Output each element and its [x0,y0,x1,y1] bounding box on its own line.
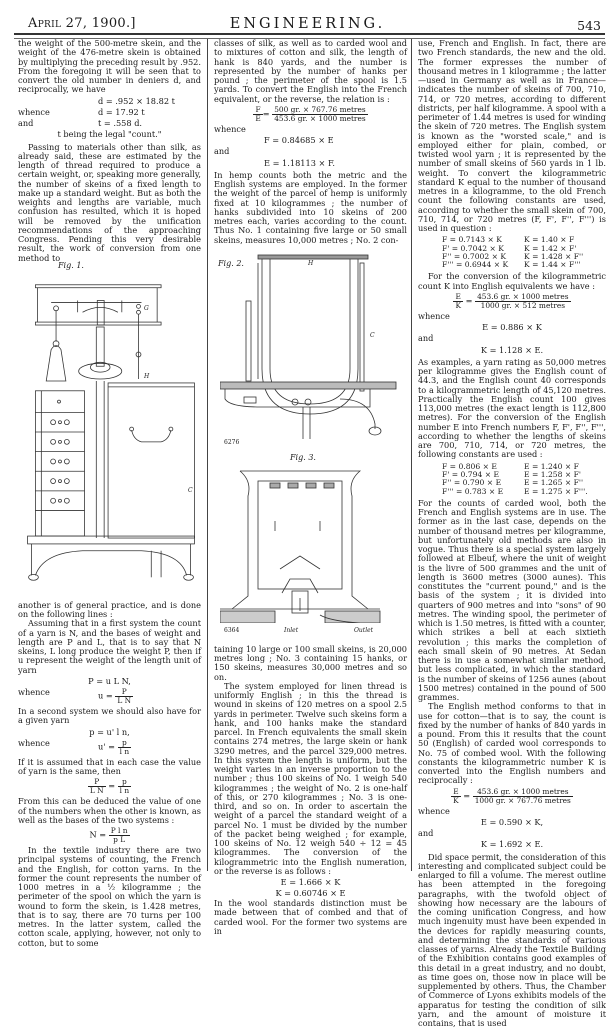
fraction [115,688,133,705]
equation-label: and [18,118,34,128]
equation-label: whence [214,123,246,134]
fraction [253,106,262,123]
figure-caption: Fig. 3. [290,452,316,462]
numerator: 453.6 gr. × 1000 metres [473,788,573,797]
equation: t = .558 d. [98,118,143,128]
numerator: F [253,106,262,115]
equation-label: and [214,146,230,157]
denominator: l n [119,746,130,756]
constants-table-k [442,236,606,269]
fraction [88,778,106,795]
paragraph: If it is assumed that in each case the value of yarn is the same, then [18,756,201,776]
figure-marker: C [188,486,193,494]
paragraph: Did space permit, the consideration of this interesting and complicated subject could be enlarged to fill a volume. The merest outline has been attempted in the foregoing paragraphs, with the twofold object of showing how necessary are the labours of the coming unification Congress, and how much ingenuity must have been expended in the devices for rapidly measuring counts, and determining the standards of various classes of yarns. Already the Textile Building of the Exhibition contains good examples of this detail in a great industry, and no doubt, as time goes on, those now in place will be supplemented by others. Thus, the Chamber of Commerce of Lyons exhibits models of the apparatus for testing the condition of silk yarn, and the amount of moisture it contains, that is used [418,851,606,1028]
equation: P = u L N, [88,675,131,686]
paragraph: As examples, a yarn rating as 50,000 metres per kilogramme gives the English count of 44.3, and the English count 40 corresponds to a kilogrammetric length of 45,120 metres. Practically the English count 100 gives 113,000 metres (the exact length is 112,800 metres). For the conversion of the English number E into French numbers F, F', F'', F''', according to whether the lengths of skeins are 700, 710, 714, or 720 metres, the following constants are used : [418,356,606,460]
column-3 [418,39,606,1028]
denominator: 1000 gr. × 767.76 metres [474,795,571,805]
paragraph: In the wool standards distinction must be made between that of combed and that of carded wool. For the former two systems are in [214,898,407,936]
numerator: E [453,293,463,302]
paragraph: Assuming that in a first system the count of a yarn is N, and the bases of weight and length are P and L, that is to say that N skeins, L long produce the weight P, then if u represent the weight of the length unit of yarn [18,618,201,675]
figure-caption: Fig. 2. [218,258,244,268]
numerator: 500 gr. × 767.76 metres [274,104,366,114]
table-cell: F''' = 0.783 × E [442,486,504,496]
figure-marker: C [370,331,375,339]
table-cell: F''' = 0.6944 × K [442,260,509,270]
paragraph: The system employed for linen thread is uniformly English ; in this the thread is wound in skeins of 120 metres on a spool 2.5 yards in perimeter. Twelve such skeins form a hank, and 100 hanks make the standard parcel. In French equivalents the small skein contains 274 metres, the large skein or hank 3290 metres, and the parcel 329,000 metres. In this system the length is uniform, but the weight varies in an inverse proportion to the number ; thus 100 skeins of No. 1 weigh 540 kilogrammes ; the weight of No. 2 is one-half of this, or 270 kilogrammes ; No. 3 is one-third, and so on. In order to ascertain the weight of a parcel the standard weight of a parcel No. 1 must be divided by the number of the packet being weighed ; for example, 100 skeins of No. 12 weigh 540 ÷ 12 = 45 kilogrammes. The conversion of the kilogrammetric into the English numeration, or the reverse is as follows : [214,680,407,876]
fraction [109,827,130,844]
paragraph: classes of silk, as well as to carded wool and to mixtures of cotton and silk, the length of hank is 840 yards, and the number is represented by the number of hanks per pound ; the perimeter of the spool is 1.5 yards. To convert the English into the French equivalent, or the reverse, the relation is : [214,38,407,104]
table-cell: E = 1.265 × F'' [524,478,584,488]
plate-mark: 6364 [224,626,240,634]
equation-label: whence [18,737,50,748]
equation-row [18,739,201,756]
column-divider [411,39,412,871]
equation: K = 0.60746 × E [275,887,346,898]
equation-lhs: u = [98,690,113,701]
figure-marker: Outlet [354,626,374,634]
denominator: 1000 gr. × 512 metres [480,300,565,310]
equation-label: whence [18,687,50,697]
figure-3-drawing [220,463,400,623]
equation: $\frac{F}{E}$ = $\frac{\text{500 gr. × 767.76 metres}}{\text{453.6 gr. × 1000 metres}}$ [255,104,366,123]
equation: E = 0.590 × K, [480,816,544,827]
figure-marker: H [144,372,150,380]
equation-lhs: u' = [98,741,115,752]
denominator: l n [119,786,130,796]
paragraph: The English method conforms to that in use for cotton—that is to say, the count is fixed by the number of hanks of 840 yards in a pound. From this it results that the count 50 (English) of carded wool corresponds to No. 75 of combed wool. With the following constants the kilogrammetric number K is converted into the English numbers and reciprocally : [418,701,606,786]
denominator: E [255,113,261,123]
fraction [272,106,367,123]
equation-label: whence [18,106,50,117]
table-cell: E = 1.275 × F'''. [524,486,588,496]
fraction [451,788,461,805]
note: t being the legal "count." [57,129,162,140]
table-cell: E = 1.240 × F [524,461,579,471]
equals-sign: = [108,780,116,791]
equation-row [18,119,201,128]
numerator: P [115,688,133,697]
denominator: 453.6 gr. × 1000 metres [274,113,366,123]
table-cell: K = 1.44 × F''' [524,260,581,270]
table-cell: F'' = 0.7002 × K [442,251,507,261]
equation [18,827,201,844]
table-cell: F = 0.7143 × K [442,235,502,245]
numerator: P [88,778,106,787]
equation: F = 0.84685 × E [264,135,334,145]
equation-label: and [418,828,434,839]
figure-2-drawing [220,249,400,449]
table-cell: F' = 0.7042 × K [442,243,504,253]
numerator: p [118,778,131,787]
equation-row [18,688,201,705]
fraction [118,739,131,756]
numerator: p [118,739,131,748]
paragraph: For the counts of carded wool, both the French and English systems are in use. The former as in the last case, depends on the number of thousand metres per kilogramme, but unfortunately old methods are also in vogue. Thus there is a special system largely followed at Elbeuf, where the unit of weight is the livre of 500 grammes and the unit of length is 3600 metres (3000 aunes). This constitutes the "current pound," and is the basis of the system ; it is divided into quarters of 900 metres and into "sons" of 90 metres. The winding spool, the perimeter of which is 1.50 metres, is fitted with a counter, which strikes a bell at each sixtieth revolution ; this marks the completion of each small skein of 90 metres. At Sedan there is in use a somewhat similar method, but less complicated, in which the standard is the number of skeins of 1256 aunes (about 1500 metres) contained in the pound of 500 grammes. [418,497,606,703]
constants-table-e [442,463,606,496]
paragraph: In the textile industry there are two principal systems of counting, the French and the English, for cotton yarns. In the former the count represents the number of 1000 metres in a ½ kilogramme ; the perimeter of the spool on which the yarn is wound to form the skein, is 1.428 metres, that is to say, there are 70 turns per 100 metres. In the latter system, called the cotton scale, applying, however, not only to cotton, but to some [18,845,201,948]
numerator: E [451,788,461,797]
plate-mark: 6276 [224,438,240,446]
equation-label: whence [418,805,450,816]
page-number: 543 [577,18,601,33]
figure-caption: Fig. 1. [58,260,84,270]
paragraph: For the conversion of the kilogrammetric count K into English equivalents we have : [418,271,606,291]
equation [18,778,201,795]
table-cell: F'' = 0.790 × E [442,478,502,488]
equation: $\frac{E}{K}$ = $\frac{\text{453.6 gr. × 1000 metres}}{\text{1000 gr. × 512 metres}}$ [455,291,569,310]
page-header [10,16,605,34]
paragraph: Passing to materials other than silk, as already said, these are estimated by the length of thread required to produce a certain weight, or, speaking more generally, the number of skeins of a fixed length to make up a standard weight. But as both the weights and lengths are variable, much confusion has resulted, which it is hoped will be removed by the unification recommendations of the approaching Congress. Pending this very desirable result, the work of conversion from one method to [18,141,201,263]
column-divider [207,39,208,871]
paragraph: use, French and English. In fact, there are two French standards, the new and the old. The former expresses the number of thousand metres in 1 kilogramme ; the latter—used in Germany as well as in France—indicates the number of skeins of 700, 710, 714, or 720 metres, according to different districts, per half kilogramme. A spool with a perimeter of 1.44 metres is used for winding the skein of 720 metres. The English system is known as the "worsted scale," and is employed either for plain, combed, or twisted wool yarn ; it is represented by the number of small skeins of 560 yards in 1 lb. weight. To convert the kilogrammetric standard K equal to the number of thousand metres in a kilogramme, to the old French count the following constants are used, according to whether the small skein of 700, 710, 714, or 720 metres (F, F', F'', F''') is used in question : [418,38,606,233]
figure-1-drawing [22,273,202,593]
table-cell: K = 1.428 × F'' [524,251,584,261]
equation-label: and [418,333,434,344]
numerator: 453.6 gr. × 1000 metres [477,291,569,301]
denominator: p L [113,835,126,844]
equation: K = 1.692 × E. [480,839,544,850]
fraction [453,293,463,310]
figure-marker: H [308,259,314,267]
paragraph: the weight of the 500-metre skein, and the weight of the 476-metre skein is obtained by multiplying the preceding result by .952. From the foregoing it will be seen that to convert the old number in deniers d, and reciprocally, we have [18,38,201,95]
equation-row [18,108,201,117]
equation: p = u' l n, [89,726,130,737]
paragraph: In a second system we should also have for a given yarn [18,706,201,726]
numerator: P l n [110,826,128,835]
denominator: L N [117,696,132,705]
issue-date: April 27, 1900.] [28,16,136,31]
figure-1 [20,261,202,599]
figure-marker: Inlet [284,626,299,634]
equation: E = 0.886 × K [482,322,542,333]
figure-2 [214,249,407,449]
table-cell: K = 1.40 × F [524,235,575,245]
equation: $\frac{E}{K}$ = $\frac{\text{453.6 gr. × 1000 metres}}{\text{1000 gr. × 767.76 metres}}$ [453,786,571,805]
paragraph: another is of general practice, and is done on the following lines : [18,599,201,619]
column-2 [214,39,407,936]
paragraph: From this can be deduced the value of one of the numbers when the other is known, as well as the bases of the two systems : [18,796,201,825]
equation: K = 1.128 × E. [480,344,544,355]
denominator: L N [89,786,104,796]
fraction [473,788,573,805]
equation: d = 17.92 t [98,106,145,117]
fraction [475,293,570,310]
equation: E = 1.666 × K [280,877,341,887]
equation-lhs: N = [89,829,107,840]
table-cell: F' = 0.794 × E [442,469,500,479]
equation-label: whence [418,310,450,321]
equation [88,739,201,756]
journal-title: ENGINEERING. [229,16,386,32]
table-cell: E = 1.258 × F' [524,469,582,479]
figure-marker: G [144,304,149,312]
paragraph: taining 10 large or 100 small skeins, is 20,000 metres long ; No. 3 containing 15 hanks, or 150 skeins, measures 30,000 metres and so on. [214,643,407,682]
table-cell: K = 1.42 × F' [524,243,577,253]
fraction [118,778,131,795]
equation [88,688,201,705]
denominator: K [455,300,462,310]
denominator: K [453,795,459,805]
table-cell: F = 0.806 × E [442,461,497,471]
figure-3 [214,451,407,641]
equation: d = .952 × 18.82 t [98,95,175,106]
equation: E = 1.18113 × F. [264,157,335,168]
paragraph: In hemp counts both the metric and the English systems are employed. In the former the weight of the parcel of hemp is uniformly fixed at 10 kilogrammes ; the number of hanks subdivided into 10 skeins of 200 metres each, varies according to the count. Thus No. 1 containing five large or 50 small skeins, measures 10,000 metres ; No. 2 con- [214,169,407,245]
